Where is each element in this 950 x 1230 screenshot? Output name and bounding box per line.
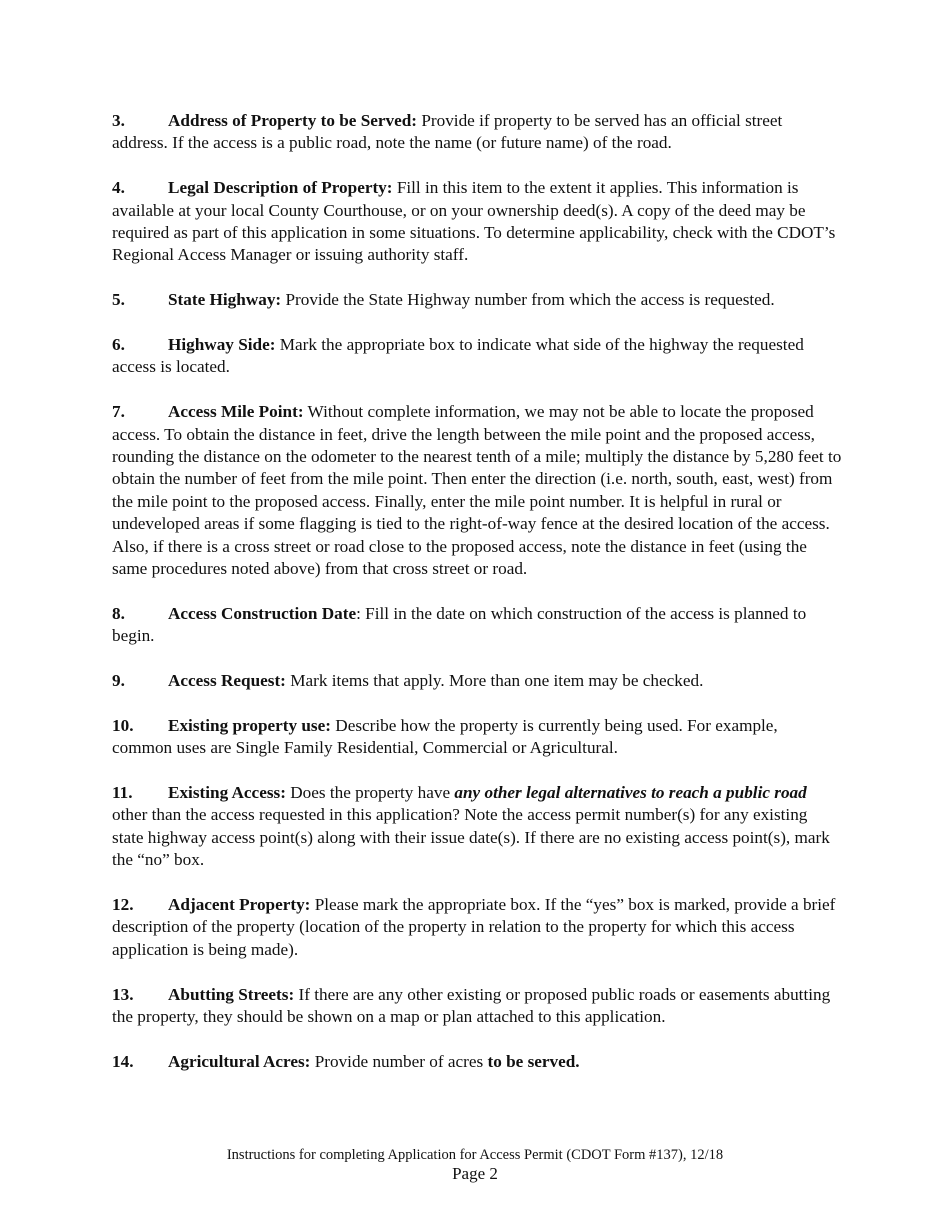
footer-note: Instructions for completing Application for Access Permit (CDOT Form #137), 12/18	[226, 1147, 724, 1163]
item-label: Existing property use:	[168, 715, 331, 735]
item-label: Legal Description of Property:	[168, 178, 393, 198]
instruction-item-5	[112, 289, 842, 311]
item-label: Access Request:	[168, 671, 286, 691]
item-number: 8.	[112, 603, 125, 623]
item-label: Existing Access:	[168, 783, 286, 803]
item-text-bold-end: to be served.	[487, 1051, 580, 1071]
item-text: Describe how the property is currently being used. For example, common uses are Single Family Residential, Commercial or Agricultural.	[112, 715, 778, 758]
item-text: If there are any other existing or proposed public roads or easements abutting the property, they should be shown on a map or plan attached to this application.	[112, 984, 831, 1027]
item-text-lead: Does the property have	[285, 783, 455, 803]
item-number: 7.	[112, 402, 125, 422]
item-text: Fill in this item to the extent it applies. This information is available at your local County Courthouse, or on your ownership deed(s). A copy of the deed may be required as part of this application in some situations. To determine applicability, check with the CDOT’s Regional Access Manager or issuing authority staff.	[112, 178, 836, 265]
instruction-item-4	[112, 177, 842, 267]
item-text: Mark the appropriate box to indicate what side of the highway the requested access is located.	[112, 335, 804, 377]
item-number: 14.	[112, 1051, 134, 1071]
item-number: 10.	[112, 715, 134, 735]
instruction-item-8	[112, 603, 842, 648]
instructions-list	[112, 110, 842, 1096]
item-label: Access Construction Date	[168, 603, 357, 623]
instruction-item-11	[112, 782, 842, 872]
item-number: 3.	[112, 111, 125, 130]
instruction-item-14	[112, 1051, 842, 1073]
item-label: Highway Side:	[168, 335, 276, 355]
item-label: State Highway:	[168, 290, 282, 310]
page-number: Page 2	[452, 1164, 498, 1183]
item-number: 9.	[112, 671, 125, 691]
item-label: Access Mile Point:	[168, 402, 304, 422]
item-label: Address of Property to be Served:	[168, 111, 418, 130]
item-text: Provide number of acres	[310, 1051, 488, 1071]
item-text: : Fill in the date on which construction of the access is planned to begin.	[112, 603, 807, 646]
item-text: other than the access requested in this application? Note the access permit number(s) for any existing state highway access point(s) along with their issue date(s). If there are no existing access point(s), mark the “no” box.	[112, 805, 830, 870]
item-label: Abutting Streets:	[168, 984, 295, 1004]
instruction-item-3	[112, 110, 842, 155]
item-text: Without complete information, we may not be able to locate the proposed access. To obtain the distance in feet, drive the length between the mile point and the proposed access, rounding the distance on the odometer to the nearest tenth of a mile; multiply the distance by 5,280 feet to obtain the number of feet from the mile point. Then enter the direction (i.e. north, south, east, west) from the mile point to the proposed access. Finally, enter the mile point number. It is helpful in rural or undeveloped areas if some flagging is tied to the right-of-way fence at the desired location of the access. Also, if there is a cross street or road close to the proposed access, note the distance in feet (using the same procedures noted above) from that cross street or road.	[112, 402, 842, 579]
item-label: Adjacent Property:	[168, 895, 311, 915]
item-label: Agricultural Acres:	[168, 1051, 311, 1071]
instruction-item-10	[112, 715, 842, 760]
item-number: 4.	[112, 178, 125, 198]
item-text: Provide the State Highway number from which the access is requested.	[281, 290, 775, 310]
item-text: Please mark the appropriate box. If the “yes” box is marked, provide a brief description of the property (location of the property in relation to the property for which this access application is being made).	[112, 895, 836, 959]
instruction-item-7	[112, 401, 842, 580]
item-number: 5.	[112, 290, 125, 310]
item-number: 12.	[112, 895, 134, 915]
item-number: 6.	[112, 335, 125, 355]
item-number: 13.	[112, 984, 134, 1004]
item-text: Mark items that apply. More than one item may be checked.	[285, 671, 704, 691]
instruction-item-6	[112, 334, 842, 379]
item-text: Provide if property to be served has an official street address. If the access is a public road, note the name (or future name) of the road.	[112, 111, 783, 153]
item-number: 11.	[112, 783, 133, 803]
instruction-item-13	[112, 984, 842, 1029]
instruction-item-9	[112, 670, 842, 692]
instruction-item-12	[112, 894, 842, 961]
item-emphasis: any other legal alternatives to reach a public road	[454, 783, 807, 803]
